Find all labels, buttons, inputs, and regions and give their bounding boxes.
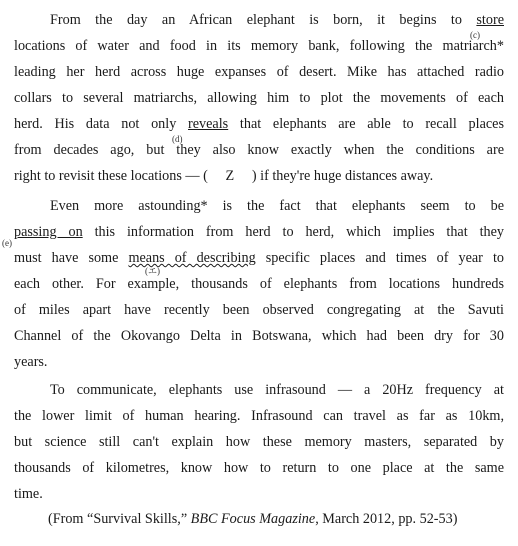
underlined-word-store: store	[476, 12, 504, 28]
text-line: time.	[14, 486, 43, 502]
text-line: thousands of kilometres, know how to return to one place at the same	[14, 460, 504, 476]
text-line: herd. His data not only reveals that elephants are able to recall places	[14, 116, 504, 132]
text-line: must have some means of describing specific places and times of year to	[14, 250, 504, 266]
underlined-phrase-passing-on: passing on	[14, 224, 83, 240]
text-line: from decades ago, but they also know exactly when the conditions are	[14, 142, 504, 158]
text-line: To communicate, elephants use infrasound — a 20Hz frequency at	[50, 382, 504, 398]
text-line: collars to several matriarchs, allowing him to plot the movements of each	[14, 90, 504, 106]
text-line: each other. For example, thousands of elephants from locations hundreds	[14, 276, 504, 292]
citation: (From “Survival Skills,” BBC Focus Magazine, March 2012, pp. 52-53)	[48, 511, 458, 527]
underlined-word-reveals: reveals	[188, 116, 229, 132]
text-line: the lower limit of human hearing. Infrasound can travel as far as 10km,	[14, 408, 504, 424]
marker-d: (d)	[172, 134, 183, 144]
marker-c: (c)	[470, 30, 480, 40]
text-line: of miles apart have recently been observed congregating at the Savuti	[14, 302, 504, 318]
citation-source: BBC Focus Magazine	[190, 511, 316, 527]
text-line: Even more astounding* is the fact that elephants seem to be	[50, 198, 504, 214]
blank-z: Z	[225, 168, 235, 184]
text-line: passing on this information from herd to herd, which implies that they	[14, 224, 504, 240]
text-line: Channel of the Okovango Delta in Botswana, which had been dry for 30	[14, 328, 504, 344]
marker-e: (e)	[2, 238, 12, 248]
text-line: right to revisit these locations — ( Z ) if they're huge distances away.	[14, 168, 434, 184]
text-line: From the day an African elephant is born, it begins to store	[50, 12, 504, 28]
wavy-phrase-means-of-describing: means of describing	[128, 250, 256, 266]
text-line: but science still can't explain how these memory masters, separated by	[14, 434, 504, 450]
text-line: leading her herd across huge expanses of desert. Mike has attached radio	[14, 64, 504, 80]
text-line: years.	[14, 354, 48, 370]
text-line: locations of water and food in its memory bank, following the matriarch*	[14, 38, 504, 54]
marker-f: (エ)	[145, 266, 160, 276]
